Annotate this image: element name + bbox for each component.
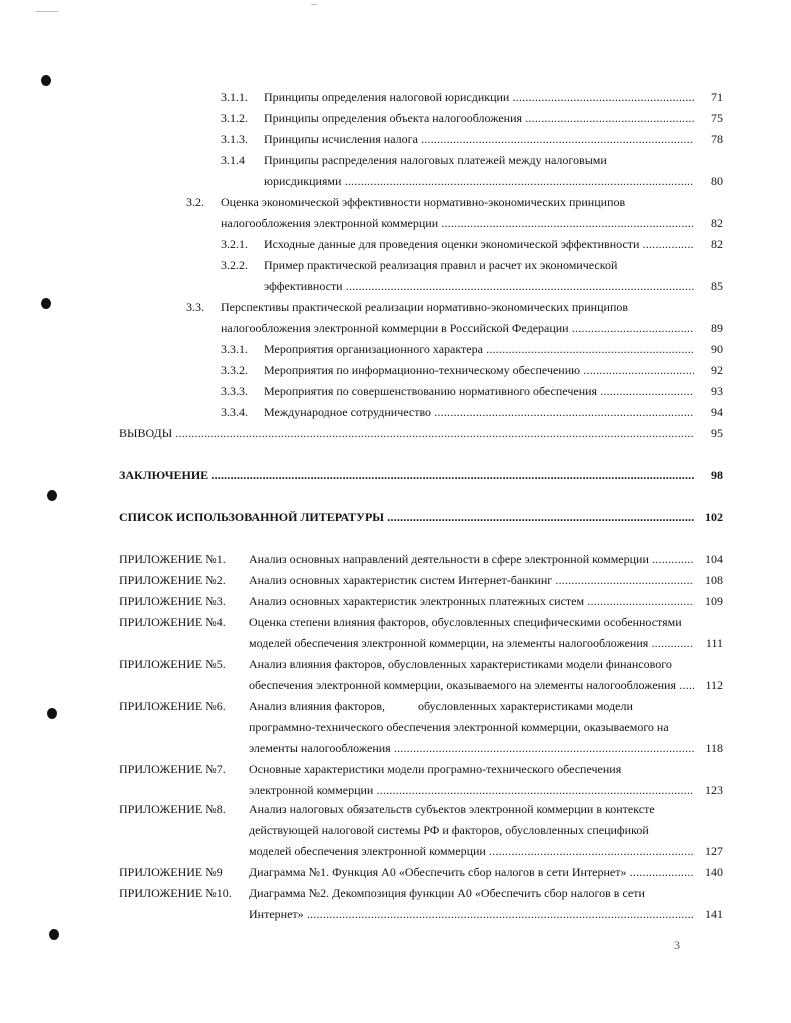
toc-entry-title: налогообложения электронной коммерции в Российской Федерации .....: [221, 319, 694, 337]
binder-hole-3: [47, 490, 57, 501]
appendix-title: элементы налогообложения .....: [249, 739, 694, 757]
toc-entry-page: 75: [711, 111, 723, 125]
toc-entry-page: 94: [711, 405, 723, 419]
appendix-page: 127: [705, 844, 723, 858]
appendix-number: ПРИЛОЖЕНИЕ №3.: [119, 594, 226, 608]
toc-entry-page: 102: [705, 510, 723, 524]
toc-entry-title: Принципы определения объекта налогообложения .....: [264, 109, 694, 127]
appendix-title: Интернет» .....: [249, 905, 694, 923]
toc-entry-title: Мероприятия организационного характера .....: [264, 340, 694, 358]
appendix-title: Основные характеристики модели програмно-технического обеспечения: [249, 762, 622, 776]
toc-entry-number: 3.1.4: [221, 153, 245, 167]
toc-entry-continuation: [0, 319, 791, 337]
toc-entry-title: Оценка экономической эффективности нормативно-экономических принципов: [221, 195, 626, 209]
toc-entry-title: Принципы распределения налоговых платежей между налоговыми: [264, 153, 607, 167]
appendix-title: Анализ основных характеристик систем Интернет-банкинг .....: [249, 571, 694, 589]
toc-entry-title: Принципы определения налоговой юрисдикции .....: [264, 88, 694, 106]
toc-entry-page: 92: [711, 363, 723, 377]
appendix-entry-continuation: [0, 842, 791, 860]
page-number: 3: [674, 938, 680, 952]
toc-entry-title: Мероприятия по совершенствованию нормативного обеспечения .....: [264, 382, 694, 400]
toc-entry-continuation: [0, 277, 791, 295]
appendix-title: Диаграмма №2. Декомпозиция функции А0 «Обеспечить сбор налогов в сети: [249, 886, 645, 900]
toc-entry: [0, 256, 791, 274]
appendix-entry-continuation: [0, 781, 791, 799]
toc-entry-number: 3.3.1.: [221, 342, 248, 356]
appendix-page: 123: [705, 783, 723, 797]
appendix-title: электронной коммерции .....: [249, 781, 694, 799]
appendix-title: Анализ влияния факторов, обусловленных характеристиками модели финансового: [249, 657, 672, 671]
toc-entry-page: 82: [711, 237, 723, 251]
appendix-title: моделей обеспечения электронной коммерции, на элементы налогообложения .....: [249, 634, 694, 652]
binder-hole-1: [41, 75, 51, 86]
appendix-entry: [0, 613, 791, 631]
toc-entry: [0, 151, 791, 169]
appendix-title: Анализ влияния факторов, обусловленных характеристиками модели: [249, 699, 633, 713]
toc-entry-page: 89: [711, 321, 723, 335]
toc-entry-page: 90: [711, 342, 723, 356]
toc-entry: [0, 382, 791, 400]
toc-entry-page: 85: [711, 279, 723, 293]
toc-entry: [0, 508, 791, 526]
toc-entry: [0, 235, 791, 253]
toc-entry: [0, 361, 791, 379]
toc-entry-number: 3.1.1.: [221, 90, 248, 104]
appendix-entry: [0, 697, 791, 715]
appendix-number: ПРИЛОЖЕНИЕ №4.: [119, 615, 226, 629]
toc-entry-page: 95: [711, 426, 723, 440]
appendix-page: 141: [705, 907, 723, 921]
appendix-entry-continuation: [0, 739, 791, 757]
toc-entry-page: 98: [711, 468, 723, 482]
appendix-entry: [0, 800, 791, 818]
toc-entry-title: ВЫВОДЫ .....: [119, 424, 694, 442]
toc-entry-title: налогообложения электронной коммерции .....: [221, 214, 694, 232]
toc-entry: [0, 88, 791, 106]
appendix-title: действующей налоговой системы РФ и факторов, обусловленных спецификой: [249, 823, 649, 837]
scan-mark-left: [36, 11, 58, 12]
appendix-entry: [0, 592, 791, 610]
appendix-title: Оценка степени влияния факторов, обусловленных специфическими особенностями: [249, 615, 682, 629]
toc-entry: [0, 424, 791, 442]
toc-entry-number: 3.3.2.: [221, 363, 248, 377]
appendix-title: Анализ налоговых обязательств субъектов электронной коммерции в контексте: [249, 802, 655, 816]
appendix-title: Анализ основных направлений деятельности в сфере электронной коммерции .....: [249, 550, 694, 568]
toc-entry-title: Перспективы практической реализации нормативно-экономических принципов: [221, 300, 629, 314]
appendix-entry-continuation: [0, 718, 791, 736]
appendix-number: ПРИЛОЖЕНИЕ №1.: [119, 552, 226, 566]
toc-entry-title: Пример практической реализация правил и расчет их экономической: [264, 258, 618, 272]
appendix-entry-continuation: [0, 634, 791, 652]
toc-entry-page: 71: [711, 90, 723, 104]
appendix-entry: [0, 884, 791, 902]
toc-entry-number: 3.3.3.: [221, 384, 248, 398]
appendix-title: Анализ основных характеристик электронных платежных систем .....: [249, 592, 694, 610]
appendix-number: ПРИЛОЖЕНИЕ №8.: [119, 802, 226, 816]
scan-mark-top: [311, 4, 317, 5]
toc-entry-page: 82: [711, 216, 723, 230]
toc-entry-title: юрисдикциями .....: [264, 172, 694, 190]
toc-entry-number: 3.1.2.: [221, 111, 248, 125]
appendix-title: Диаграмма №1. Функция А0 «Обеспечить сбор налогов в сети Интернет» .....: [249, 863, 694, 881]
toc-entry-number: 3.2.2.: [221, 258, 248, 272]
toc-entry-page: 93: [711, 384, 723, 398]
toc-entry-number: 3.2.1.: [221, 237, 248, 251]
toc-entry-title: Мероприятия по информационно-техническому обеспечению .....: [264, 361, 694, 379]
appendix-page: 111: [705, 636, 723, 650]
toc-entry-number: 3.3.4.: [221, 405, 248, 419]
toc-entry-title: Принципы исчисления налога .....: [264, 130, 694, 148]
appendix-entry-continuation: [0, 821, 791, 839]
toc-entry-page: 80: [711, 174, 723, 188]
toc-entry: [0, 298, 791, 316]
toc-entry-continuation: [0, 172, 791, 190]
toc-entry-number: 3.3.: [186, 300, 204, 314]
appendix-number: ПРИЛОЖЕНИЕ №7.: [119, 762, 226, 776]
toc-entry: [0, 403, 791, 421]
appendix-page: 112: [705, 678, 723, 692]
appendix-entry: [0, 760, 791, 778]
appendix-page: 140: [705, 865, 723, 879]
appendix-number: ПРИЛОЖЕНИЕ №6.: [119, 699, 226, 713]
appendix-number: ПРИЛОЖЕНИЕ №9: [119, 865, 223, 879]
appendix-entry: [0, 863, 791, 881]
toc-entry: [0, 109, 791, 127]
toc-entry-page: 78: [711, 132, 723, 146]
toc-entry: [0, 466, 791, 484]
appendix-title: обеспечения электронной коммерции, оказываемого на элементы налогообложения .....: [249, 676, 694, 694]
toc-entry-number: 3.1.3.: [221, 132, 248, 146]
toc-entry-title: Исходные данные для проведения оценки экономической эффективности .....: [264, 235, 694, 253]
toc-entry: [0, 340, 791, 358]
appendix-page: 118: [705, 741, 723, 755]
toc-entry-continuation: [0, 214, 791, 232]
appendix-entry: [0, 571, 791, 589]
appendix-title: программно-технического обеспечения электронной коммерции, оказываемого на: [249, 720, 669, 734]
toc-entry: [0, 130, 791, 148]
toc-entry-title: ЗАКЛЮЧЕНИЕ .....: [119, 466, 694, 484]
toc-entry: [0, 193, 791, 211]
binder-hole-5: [49, 929, 59, 940]
appendix-entry: [0, 655, 791, 673]
toc-entry-title: эффективности .....: [264, 277, 694, 295]
appendix-page: 109: [705, 594, 723, 608]
appendix-entry: [0, 550, 791, 568]
appendix-title: моделей обеспечения электронной коммерции .....: [249, 842, 694, 860]
appendix-page: 104: [705, 552, 723, 566]
appendix-entry-continuation: [0, 676, 791, 694]
appendix-number: ПРИЛОЖЕНИЕ №5.: [119, 657, 226, 671]
appendix-page: 108: [705, 573, 723, 587]
appendix-number: ПРИЛОЖЕНИЕ №2.: [119, 573, 226, 587]
appendix-entry-continuation: [0, 905, 791, 923]
toc-entry-title: Международное сотрудничество .....: [264, 403, 694, 421]
toc-entry-title: СПИСОК ИСПОЛЬЗОВАННОЙ ЛИТЕРАТУРЫ .....: [119, 508, 694, 526]
appendix-number: ПРИЛОЖЕНИЕ №10.: [119, 886, 232, 900]
toc-entry-number: 3.2.: [186, 195, 204, 209]
